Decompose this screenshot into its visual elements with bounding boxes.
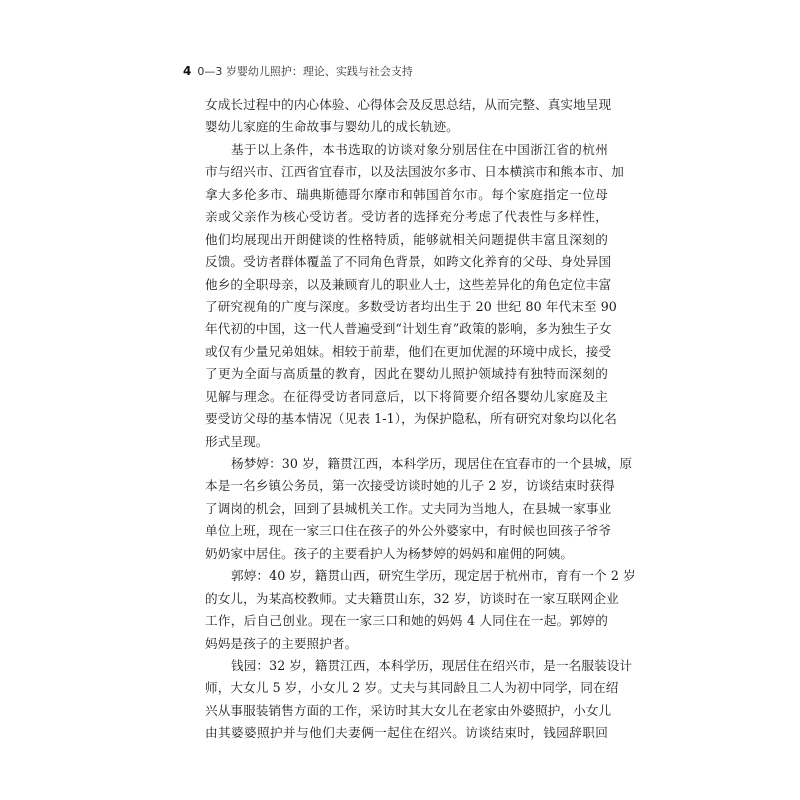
text-line: 要受访父母的基本情况（见表 1-1），为保护隐私，所有研究对象均以化名: [205, 411, 617, 427]
text-line: 拿大多伦多市、瑞典斯德哥尔摩市和韩国首尔市。每个家庭指定一位母: [205, 186, 608, 202]
text-line: 他乡的全职母亲，以及兼顾育儿的职业人士，这些差异化的角色定位丰富: [205, 276, 612, 292]
text-line: 他们均展现出开朗健谈的性格特质，能够就相关问题提供丰富且深刻的: [205, 231, 608, 247]
text-line: 的女儿，为某高校教师。丈夫籍贯山东，32 岁，访谈时在一家互联网企业: [205, 590, 619, 606]
text-line: 市与绍兴市、江西省宜春市，以及法国波尔多市、日本横滨市和熊本市、加: [205, 164, 624, 180]
text-line: 郭婷：40 岁，籍贯山西，研究生学历，现定居于杭州市，育有一个 2 岁: [231, 568, 636, 584]
text-line: 反馈。受访者群体覆盖了不同角色背景，如跨文化养育的父母、身处异国: [205, 254, 612, 270]
text-line: 或仅有少量兄弟姐妹。相较于前辈，他们在更加优渥的环境中成长，接受: [205, 343, 612, 359]
text-line: 奶奶家中居住。孩子的主要看护人为杨梦婷的妈妈和雇佣的阿姨。: [205, 545, 574, 561]
text-line: 了更为全面与高质量的教育，因此在婴幼儿照护领域持有独特而深刻的: [205, 366, 608, 382]
text-line: 兴从事服装销售方面的工作，采访时其大女儿在老家由外婆照护，小女儿: [205, 702, 612, 718]
text-line: 了调岗的机会，回到了县城机关工作。丈夫同为当地人，在县城一家事业: [205, 500, 612, 516]
text-line: 本是一名乡镇公务员，第一次接受访谈时她的儿子 2 岁，访谈结束时获得: [205, 478, 615, 494]
text-line: 见解与理念。在征得受访者同意后，以下将简要介绍各婴幼儿家庭及主: [205, 388, 608, 404]
running-header: [183, 63, 413, 79]
text-line: 年代初的中国，这一代人普遍受到“计划生育”政策的影响，多为独生子女: [205, 321, 612, 337]
text-line: 师，大女儿 5 岁，小女儿 2 岁。丈夫与其同龄且二人为初中同学，同在绍: [205, 680, 619, 696]
text-line: 由其婆婆照护并与他们夫妻俩一起住在绍兴。访谈结束时，钱园辞职回: [205, 725, 608, 741]
page-number: 4: [183, 64, 192, 78]
running-title: 0—3 岁婴幼儿照护：理论、实践与社会支持: [197, 65, 413, 78]
text-line: 亲或父亲作为核心受访者。受访者的选择充分考虑了代表性与多样性，: [205, 209, 608, 225]
text-line: 女成长过程中的内心体验、心得体会及反思总结，从而完整、真实地呈现: [205, 97, 612, 112]
text-line: 妈妈是孩子的主要照护者。: [205, 635, 358, 651]
text-line: 钱园：32 岁，籍贯江西，本科学历，现居住在绍兴市，是一名服装设计: [231, 657, 633, 673]
text-line: 婴幼儿家庭的生命故事与婴幼儿的成长轨迹。: [205, 119, 459, 135]
text-line: 形式呈现。: [205, 433, 269, 449]
text-line: 杨梦婷：30 岁，籍贯江西，本科学历，现居住在宜春市的一个县城，原: [231, 456, 633, 471]
text-line: 单位上班，现在一家三口住在孩子的外公外婆家中，有时候也回孩子爷爷: [205, 523, 612, 539]
text-line: 了研究视角的广度与深度。多数受访者均出生于 20 世纪 80 年代末至 90: [205, 298, 617, 314]
body-text: [205, 94, 636, 745]
text-line: 工作，后自己创业。现在一家三口和她的妈妈 4 人同住在一起。郭婷的: [205, 613, 608, 629]
text-line: 基于以上条件，本书选取的访谈对象分别居住在中国浙江省的杭州: [231, 141, 608, 157]
